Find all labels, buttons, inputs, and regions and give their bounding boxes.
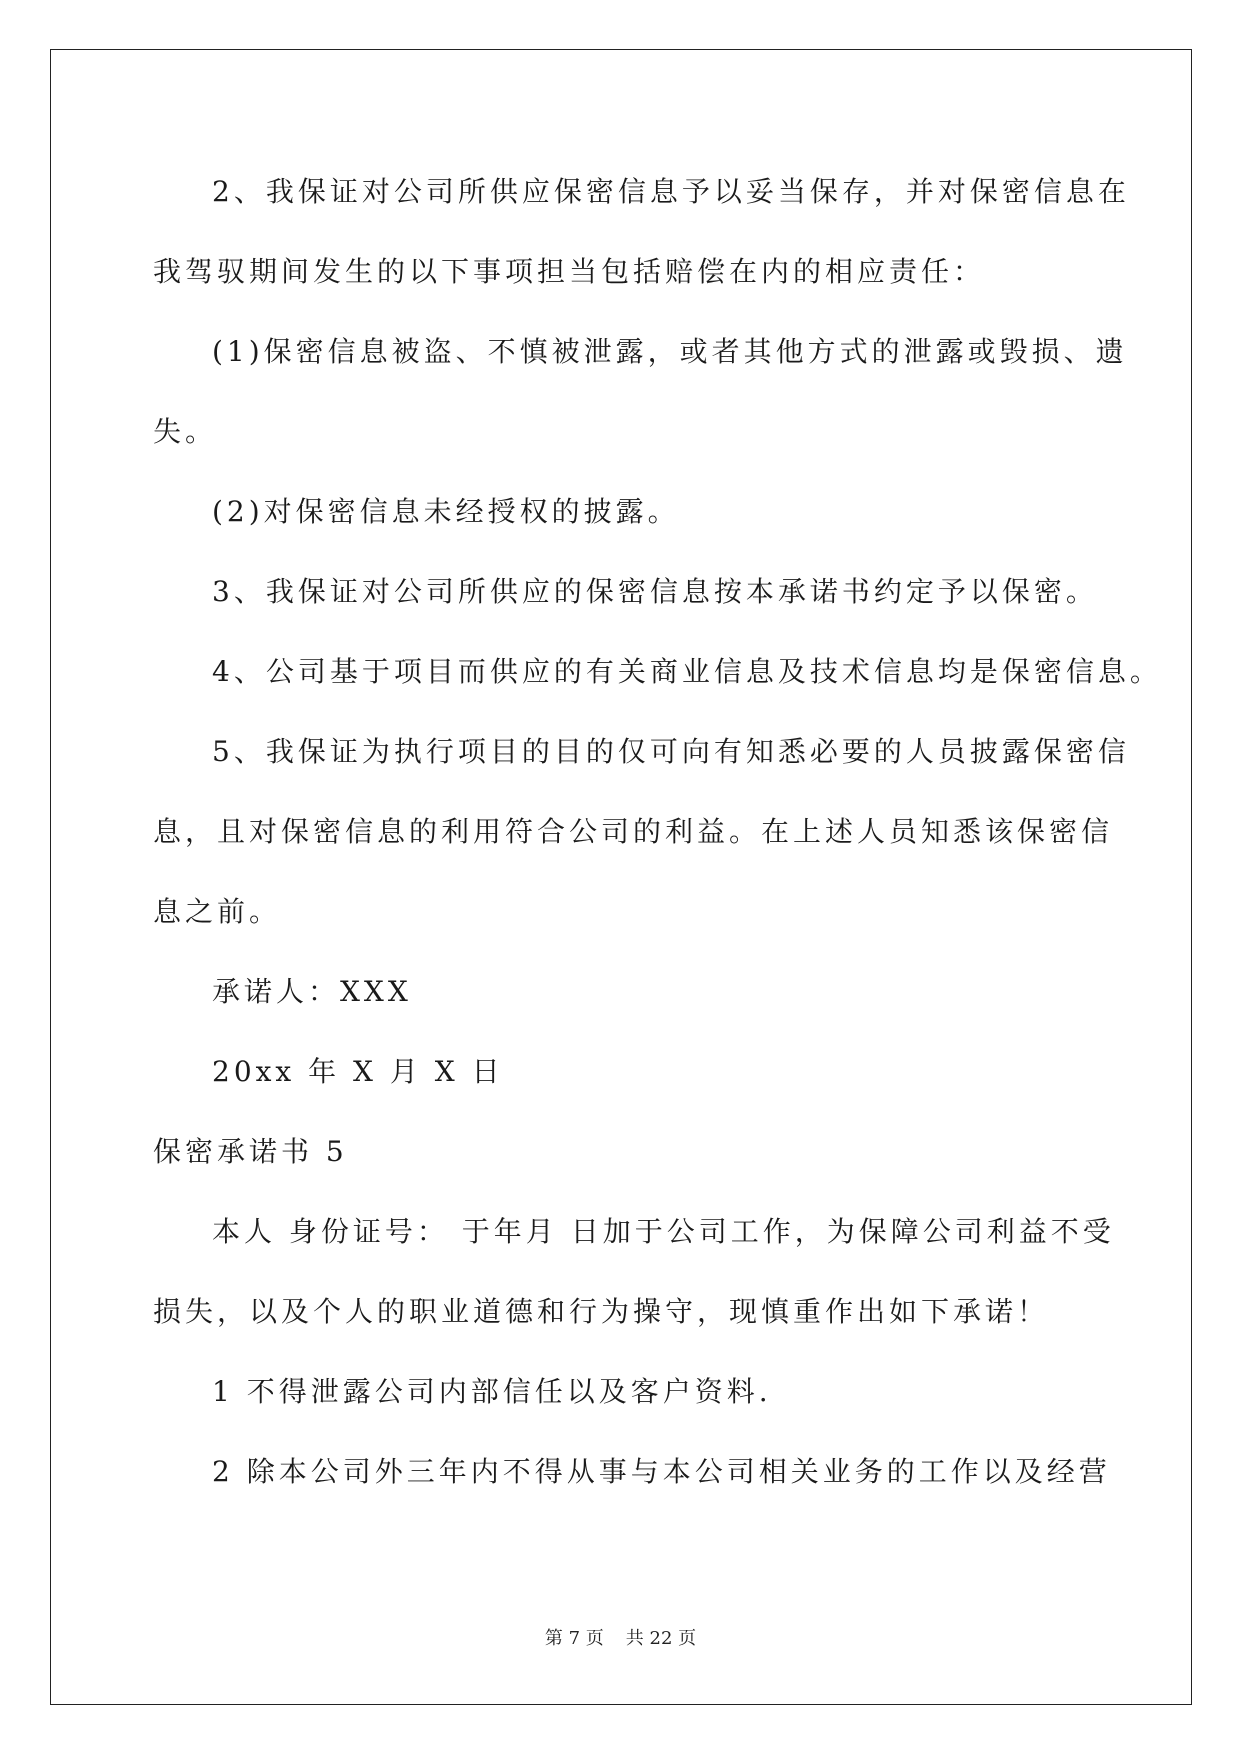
paragraph-line: 5、我保证为执行项目的目的仅可向有知悉必要的人员披露保密信 <box>212 735 1130 768</box>
section-title: 保密承诺书 5 <box>153 1135 348 1168</box>
paragraph-line: 4、公司基于项目而供应的有关商业信息及技术信息均是保密信息。 <box>212 655 1162 688</box>
paragraph-line: 2、我保证对公司所供应保密信息予以妥当保存，并对保密信息在 <box>212 175 1130 208</box>
date-line: 20xx 年 X 月 X 日 <box>212 1055 504 1088</box>
paragraph-line: (2)对保密信息未经授权的披露。 <box>212 495 680 528</box>
paragraph-line: 息，且对保密信息的利用符合公司的利益。在上述人员知悉该保密信 <box>153 815 1114 848</box>
page-total: 共 22 页 <box>625 1628 697 1649</box>
list-item: 2 除本公司外三年内不得从事与本公司相关业务的工作以及经营 <box>212 1455 1111 1488</box>
paragraph-line: 3、我保证对公司所供应的保密信息按本承诺书约定予以保密。 <box>212 575 1098 608</box>
paragraph-line: (1)保密信息被盗、不慎被泄露，或者其他方式的泄露或毁损、遗 <box>212 335 1128 368</box>
list-item: 1 不得泄露公司内部信任以及客户资料. <box>212 1375 772 1408</box>
paragraph-line: 失。 <box>153 415 218 448</box>
paragraph-line: 本人 身份证号： 于年月 日加于公司工作，为保障公司利益不受 <box>212 1215 1115 1248</box>
paragraph-line: 息之前。 <box>153 895 282 928</box>
signatory-line: 承诺人：XXX <box>212 975 412 1008</box>
paragraph-line: 损失，以及个人的职业道德和行为操守，现慎重作出如下承诺！ <box>153 1295 1050 1328</box>
page-number: 第 7 页 <box>544 1628 604 1649</box>
page-footer <box>0 1628 1241 1650</box>
paragraph-line: 我驾驭期间发生的以下事项担当包括赔偿在内的相应责任： <box>153 255 986 288</box>
